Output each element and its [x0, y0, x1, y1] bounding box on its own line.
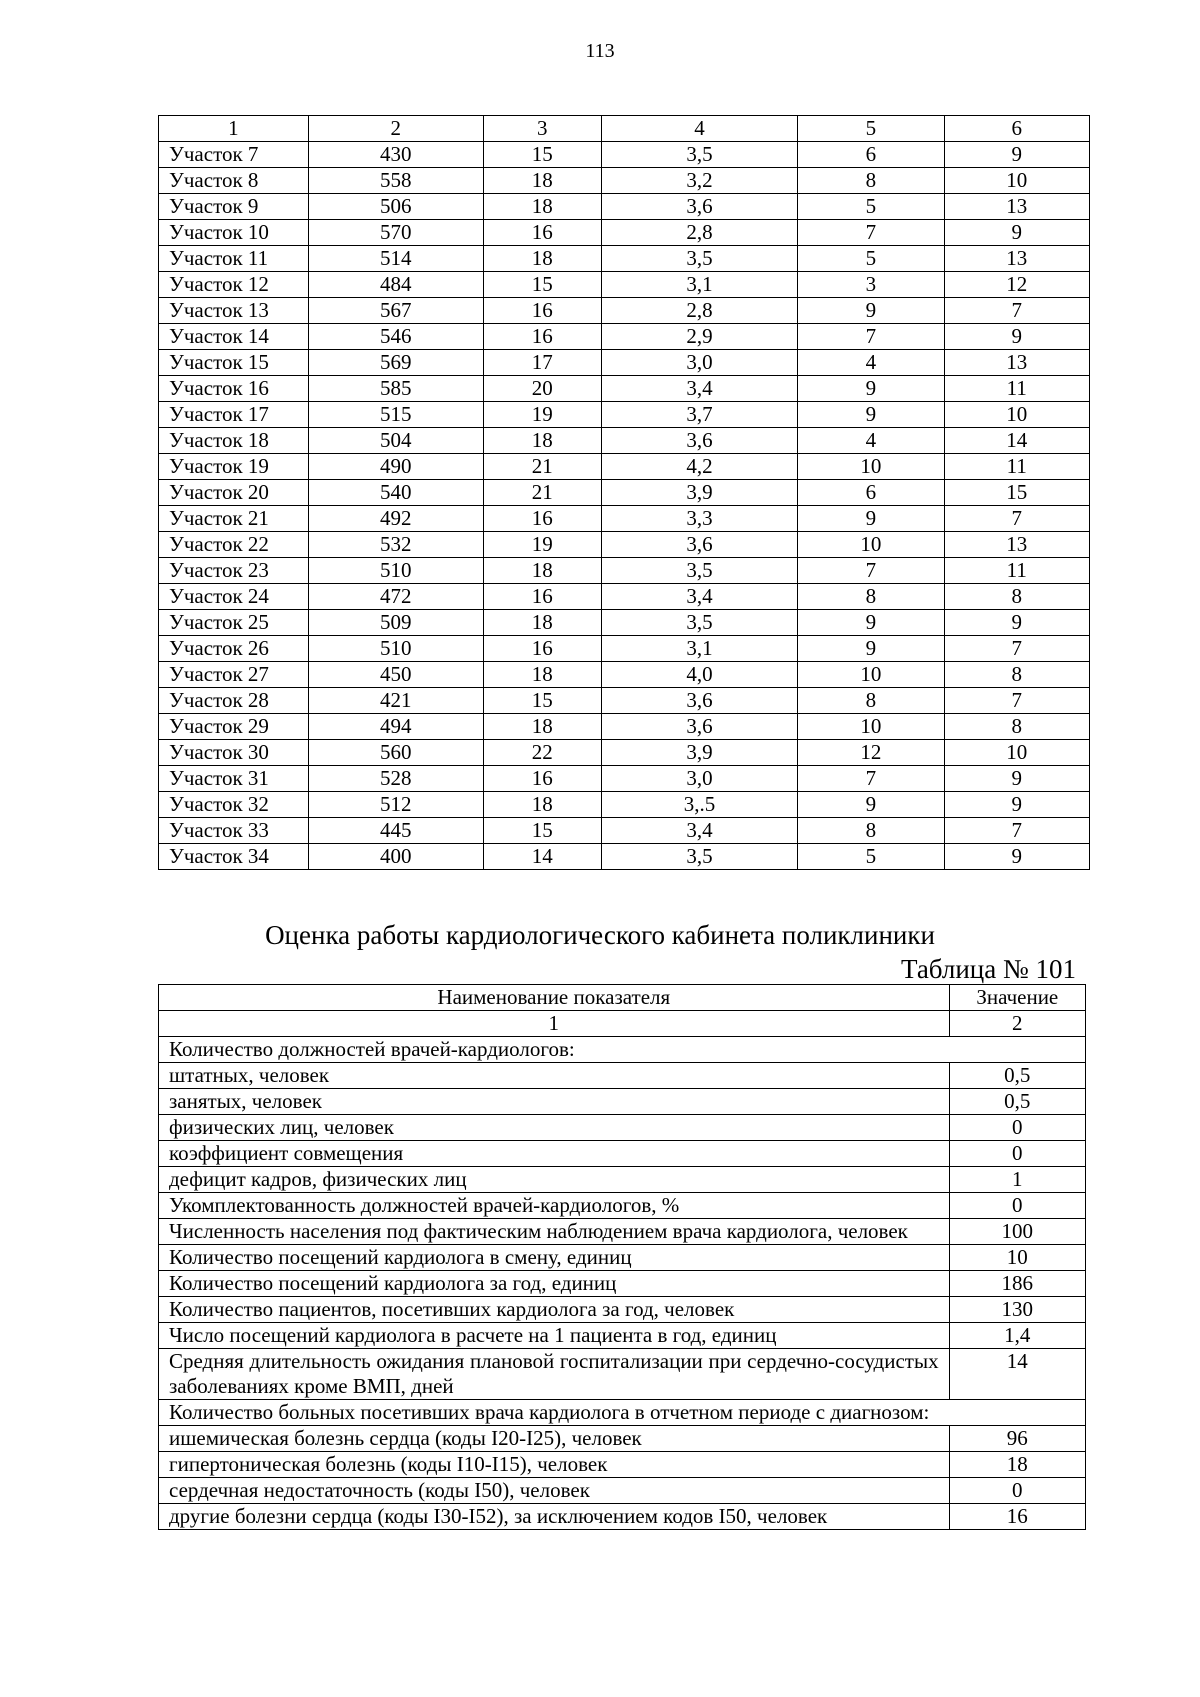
- cardiology-indicators-table: [158, 984, 1086, 1530]
- value-cell: 10: [798, 714, 944, 740]
- indicator-name-header: Наименование показателя: [159, 985, 950, 1011]
- district-name-cell: Участок 11: [159, 246, 309, 272]
- value-cell: 567: [308, 298, 483, 324]
- value-cell: 8: [798, 584, 944, 610]
- table-row: [159, 844, 1090, 870]
- indicator-label: штатных, человек: [159, 1063, 950, 1089]
- value-cell: 3,1: [601, 272, 797, 298]
- value-cell: 3,3: [601, 506, 797, 532]
- page-number: 113: [585, 40, 615, 62]
- value-cell: 2,9: [601, 324, 797, 350]
- table-row: [159, 402, 1090, 428]
- district-name-cell: Участок 25: [159, 610, 309, 636]
- district-data-table: [158, 115, 1090, 870]
- value-cell: 3,6: [601, 688, 797, 714]
- value-cell: 4: [798, 428, 944, 454]
- indicator-row: [159, 1167, 1086, 1193]
- value-cell: 445: [308, 818, 483, 844]
- value-cell: 400: [308, 844, 483, 870]
- value-cell: 8: [944, 714, 1089, 740]
- value-cell: 4: [798, 350, 944, 376]
- district-name-cell: Участок 12: [159, 272, 309, 298]
- value-cell: 528: [308, 766, 483, 792]
- table-row: [159, 220, 1090, 246]
- indicator-value: 0: [949, 1193, 1085, 1219]
- value-cell: 5: [798, 246, 944, 272]
- value-cell: 9: [798, 636, 944, 662]
- indicator-label: физических лиц, человек: [159, 1115, 950, 1141]
- value-cell: 8: [944, 584, 1089, 610]
- indicator-row: [159, 1271, 1086, 1297]
- table-row: [159, 376, 1090, 402]
- indicator-row: [159, 1141, 1086, 1167]
- value-cell: 13: [944, 532, 1089, 558]
- value-cell: 494: [308, 714, 483, 740]
- table-row: [159, 246, 1090, 272]
- value-cell: 16: [483, 298, 601, 324]
- value-cell: 9: [944, 766, 1089, 792]
- indicator-row: [159, 1452, 1086, 1478]
- table-header-row: [159, 985, 1086, 1011]
- value-cell: 9: [944, 792, 1089, 818]
- value-cell: 7: [944, 298, 1089, 324]
- value-cell: 3,6: [601, 194, 797, 220]
- district-name-cell: Участок 30: [159, 740, 309, 766]
- table-label: Таблица № 101: [901, 954, 1076, 984]
- indicator-label: гипертоническая болезнь (коды I10-I15), человек: [159, 1452, 950, 1478]
- value-cell: 510: [308, 636, 483, 662]
- district-name-cell: Участок 27: [159, 662, 309, 688]
- value-cell: 16: [483, 636, 601, 662]
- indicator-value: 130: [949, 1297, 1085, 1323]
- value-cell: 12: [944, 272, 1089, 298]
- value-cell: 15: [483, 142, 601, 168]
- table-row: [159, 272, 1090, 298]
- value-cell: 2,8: [601, 220, 797, 246]
- indicator-value: 18: [949, 1452, 1085, 1478]
- value-cell: 509: [308, 610, 483, 636]
- value-cell: 21: [483, 454, 601, 480]
- value-cell: 3,.5: [601, 792, 797, 818]
- value-cell: 10: [944, 740, 1089, 766]
- table-row: [159, 584, 1090, 610]
- table-row: [159, 298, 1090, 324]
- value-cell: 10: [944, 168, 1089, 194]
- indicator-label: Укомплектованность должностей врачей-кардиологов, %: [159, 1193, 950, 1219]
- value-cell: 7: [944, 636, 1089, 662]
- value-cell: 7: [944, 506, 1089, 532]
- value-cell: 540: [308, 480, 483, 506]
- value-cell: 9: [798, 792, 944, 818]
- indicator-value: 10: [949, 1245, 1085, 1271]
- value-cell: 18: [483, 558, 601, 584]
- table-row: [159, 428, 1090, 454]
- district-name-cell: Участок 29: [159, 714, 309, 740]
- value-cell: 3,9: [601, 740, 797, 766]
- table-row: [159, 610, 1090, 636]
- table-row: [159, 532, 1090, 558]
- indicator-row: [159, 1478, 1086, 1504]
- value-cell: 3,4: [601, 818, 797, 844]
- district-name-cell: Участок 28: [159, 688, 309, 714]
- value-cell: 17: [483, 350, 601, 376]
- value-cell: 569: [308, 350, 483, 376]
- table-row: [159, 636, 1090, 662]
- indicator-label: занятых, человек: [159, 1089, 950, 1115]
- table-header-row: [159, 116, 1090, 142]
- value-cell: 421: [308, 688, 483, 714]
- district-name-cell: Участок 34: [159, 844, 309, 870]
- value-cell: 9: [798, 506, 944, 532]
- district-name-cell: Участок 15: [159, 350, 309, 376]
- indicator-label: Численность населения под фактическим наблюдением врача кардиолога, человек: [159, 1219, 950, 1245]
- indicator-value: 1,4: [949, 1323, 1085, 1349]
- value-cell: 18: [483, 662, 601, 688]
- table-row: [159, 662, 1090, 688]
- indicator-value: 0,5: [949, 1063, 1085, 1089]
- indicator-value: 16: [949, 1504, 1085, 1530]
- value-cell: 3,6: [601, 532, 797, 558]
- value-cell: 14: [944, 428, 1089, 454]
- value-cell: 16: [483, 220, 601, 246]
- value-cell: 9: [798, 376, 944, 402]
- value-cell: 18: [483, 610, 601, 636]
- column-number-cell: 5: [798, 116, 944, 142]
- value-cell: 18: [483, 792, 601, 818]
- table-row: [159, 324, 1090, 350]
- value-cell: 3,5: [601, 246, 797, 272]
- value-cell: 18: [483, 428, 601, 454]
- group-header-row: [159, 1400, 1086, 1426]
- indicator-value: 0,5: [949, 1089, 1085, 1115]
- district-name-cell: Участок 13: [159, 298, 309, 324]
- value-cell: 11: [944, 376, 1089, 402]
- indicator-row: [159, 1089, 1086, 1115]
- value-cell: 2,8: [601, 298, 797, 324]
- district-name-cell: Участок 23: [159, 558, 309, 584]
- indicator-value: 14: [949, 1349, 1085, 1400]
- indicator-value: 0: [949, 1478, 1085, 1504]
- value-cell: 5: [798, 844, 944, 870]
- district-name-cell: Участок 16: [159, 376, 309, 402]
- value-cell: 8: [798, 688, 944, 714]
- value-cell: 19: [483, 402, 601, 428]
- column-number-cell: 1: [159, 116, 309, 142]
- value-cell: 514: [308, 246, 483, 272]
- district-name-cell: Участок 19: [159, 454, 309, 480]
- indicator-value: 0: [949, 1115, 1085, 1141]
- value-cell: 10: [944, 402, 1089, 428]
- indicator-row: [159, 1349, 1086, 1400]
- value-cell: 506: [308, 194, 483, 220]
- value-cell: 4,2: [601, 454, 797, 480]
- value-cell: 484: [308, 272, 483, 298]
- district-name-cell: Участок 26: [159, 636, 309, 662]
- district-name-cell: Участок 22: [159, 532, 309, 558]
- indicator-label: Число посещений кардиолога в расчете на 1 пациента в год, единиц: [159, 1323, 950, 1349]
- value-cell: 18: [483, 714, 601, 740]
- value-cell: 9: [944, 142, 1089, 168]
- value-cell: 11: [944, 558, 1089, 584]
- indicator-row: [159, 1063, 1086, 1089]
- value-cell: 450: [308, 662, 483, 688]
- indicator-value: 96: [949, 1426, 1085, 1452]
- column-number-cell: 6: [944, 116, 1089, 142]
- value-cell: 3,5: [601, 844, 797, 870]
- value-cell: 570: [308, 220, 483, 246]
- section-title: Оценка работы кардиологического кабинета поликлиники: [265, 920, 935, 950]
- table-row: [159, 818, 1090, 844]
- value-cell: 560: [308, 740, 483, 766]
- value-cell: 6: [798, 480, 944, 506]
- table-row: [159, 168, 1090, 194]
- value-cell: 3: [798, 272, 944, 298]
- table-row: [159, 194, 1090, 220]
- value-cell: 3,2: [601, 168, 797, 194]
- indicator-value: 186: [949, 1271, 1085, 1297]
- indicator-label: Количество посещений кардиолога за год, единиц: [159, 1271, 950, 1297]
- district-name-cell: Участок 7: [159, 142, 309, 168]
- indicator-label: сердечная недостаточность (коды I50), человек: [159, 1478, 950, 1504]
- value-cell: 9: [944, 844, 1089, 870]
- indicator-label: Средняя длительность ожидания плановой госпитализации при сердечно-сосудистых заболеваниях кроме ВМП, дней: [159, 1349, 950, 1400]
- value-cell: 13: [944, 350, 1089, 376]
- value-cell: 21: [483, 480, 601, 506]
- value-cell: 3,0: [601, 766, 797, 792]
- table-row: [159, 714, 1090, 740]
- value-cell: 12: [798, 740, 944, 766]
- value-cell: 3,6: [601, 428, 797, 454]
- value-cell: 9: [944, 220, 1089, 246]
- district-name-cell: Участок 17: [159, 402, 309, 428]
- indicator-row: [159, 1504, 1086, 1530]
- value-cell: 3,1: [601, 636, 797, 662]
- value-cell: 18: [483, 168, 601, 194]
- value-cell: 19: [483, 532, 601, 558]
- value-cell: 13: [944, 246, 1089, 272]
- value-cell: 3,5: [601, 558, 797, 584]
- value-header: Значение: [949, 985, 1085, 1011]
- district-name-cell: Участок 10: [159, 220, 309, 246]
- indicator-label: Количество пациентов, посетивших кардиолога за год, человек: [159, 1297, 950, 1323]
- district-name-cell: Участок 31: [159, 766, 309, 792]
- column-number-cell: 1: [159, 1011, 950, 1037]
- district-name-cell: Участок 8: [159, 168, 309, 194]
- column-number-cell: 2: [308, 116, 483, 142]
- value-cell: 10: [798, 532, 944, 558]
- district-name-cell: Участок 24: [159, 584, 309, 610]
- indicator-value: 1: [949, 1167, 1085, 1193]
- value-cell: 9: [798, 298, 944, 324]
- value-cell: 16: [483, 766, 601, 792]
- value-cell: 512: [308, 792, 483, 818]
- value-cell: 558: [308, 168, 483, 194]
- table-row: [159, 688, 1090, 714]
- indicator-label: коэффициент совмещения: [159, 1141, 950, 1167]
- value-cell: 8: [798, 168, 944, 194]
- value-cell: 9: [944, 324, 1089, 350]
- group-header-row: [159, 1037, 1086, 1063]
- value-cell: 472: [308, 584, 483, 610]
- value-cell: 18: [483, 194, 601, 220]
- district-name-cell: Участок 9: [159, 194, 309, 220]
- table-row: [159, 350, 1090, 376]
- value-cell: 16: [483, 324, 601, 350]
- value-cell: 7: [944, 688, 1089, 714]
- district-name-cell: Участок 21: [159, 506, 309, 532]
- value-cell: 515: [308, 402, 483, 428]
- value-cell: 13: [944, 194, 1089, 220]
- value-cell: 10: [798, 662, 944, 688]
- district-name-cell: Участок 33: [159, 818, 309, 844]
- value-cell: 9: [944, 610, 1089, 636]
- column-numbering-row: [159, 1011, 1086, 1037]
- value-cell: 532: [308, 532, 483, 558]
- indicator-row: [159, 1323, 1086, 1349]
- column-number-cell: 4: [601, 116, 797, 142]
- table-row: [159, 766, 1090, 792]
- value-cell: 15: [483, 272, 601, 298]
- column-number-cell: 3: [483, 116, 601, 142]
- value-cell: 14: [483, 844, 601, 870]
- table-row: [159, 558, 1090, 584]
- indicator-value: 100: [949, 1219, 1085, 1245]
- district-name-cell: Участок 18: [159, 428, 309, 454]
- value-cell: 7: [798, 220, 944, 246]
- value-cell: 3,0: [601, 350, 797, 376]
- value-cell: 3,5: [601, 142, 797, 168]
- value-cell: 9: [798, 402, 944, 428]
- value-cell: 3,5: [601, 610, 797, 636]
- value-cell: 8: [798, 818, 944, 844]
- table-row: [159, 740, 1090, 766]
- table-row: [159, 142, 1090, 168]
- value-cell: 15: [483, 818, 601, 844]
- table-row: [159, 792, 1090, 818]
- district-name-cell: Участок 20: [159, 480, 309, 506]
- value-cell: 510: [308, 558, 483, 584]
- indicator-row: [159, 1426, 1086, 1452]
- indicator-row: [159, 1193, 1086, 1219]
- value-cell: 490: [308, 454, 483, 480]
- indicator-label: другие болезни сердца (коды I30-I52), за исключением кодов I50, человек: [159, 1504, 950, 1530]
- value-cell: 546: [308, 324, 483, 350]
- value-cell: 20: [483, 376, 601, 402]
- value-cell: 5: [798, 194, 944, 220]
- group-label: Количество больных посетивших врача кардиолога в отчетном периоде с диагнозом:: [159, 1400, 1086, 1426]
- value-cell: 22: [483, 740, 601, 766]
- indicator-row: [159, 1245, 1086, 1271]
- value-cell: 11: [944, 454, 1089, 480]
- value-cell: 6: [798, 142, 944, 168]
- value-cell: 16: [483, 506, 601, 532]
- value-cell: 3,9: [601, 480, 797, 506]
- value-cell: 16: [483, 584, 601, 610]
- value-cell: 504: [308, 428, 483, 454]
- value-cell: 3,7: [601, 402, 797, 428]
- value-cell: 7: [944, 818, 1089, 844]
- value-cell: 9: [798, 610, 944, 636]
- value-cell: 18: [483, 246, 601, 272]
- value-cell: 4,0: [601, 662, 797, 688]
- group-label: Количество должностей врачей-кардиологов:: [159, 1037, 1086, 1063]
- value-cell: 3,6: [601, 714, 797, 740]
- table-row: [159, 480, 1090, 506]
- value-cell: 585: [308, 376, 483, 402]
- value-cell: 10: [798, 454, 944, 480]
- indicator-row: [159, 1115, 1086, 1141]
- value-cell: 7: [798, 558, 944, 584]
- indicator-label: ишемическая болезнь сердца (коды I20-I25), человек: [159, 1426, 950, 1452]
- value-cell: 492: [308, 506, 483, 532]
- value-cell: 7: [798, 766, 944, 792]
- column-number-cell: 2: [949, 1011, 1085, 1037]
- indicator-row: [159, 1297, 1086, 1323]
- value-cell: 3,4: [601, 376, 797, 402]
- district-name-cell: Участок 32: [159, 792, 309, 818]
- indicator-label: дефицит кадров, физических лиц: [159, 1167, 950, 1193]
- value-cell: 7: [798, 324, 944, 350]
- district-name-cell: Участок 14: [159, 324, 309, 350]
- indicator-value: 0: [949, 1141, 1085, 1167]
- indicator-row: [159, 1219, 1086, 1245]
- table-row: [159, 506, 1090, 532]
- indicator-label: Количество посещений кардиолога в смену, единиц: [159, 1245, 950, 1271]
- value-cell: 15: [483, 688, 601, 714]
- value-cell: 3,4: [601, 584, 797, 610]
- value-cell: 8: [944, 662, 1089, 688]
- value-cell: 430: [308, 142, 483, 168]
- table-row: [159, 454, 1090, 480]
- value-cell: 15: [944, 480, 1089, 506]
